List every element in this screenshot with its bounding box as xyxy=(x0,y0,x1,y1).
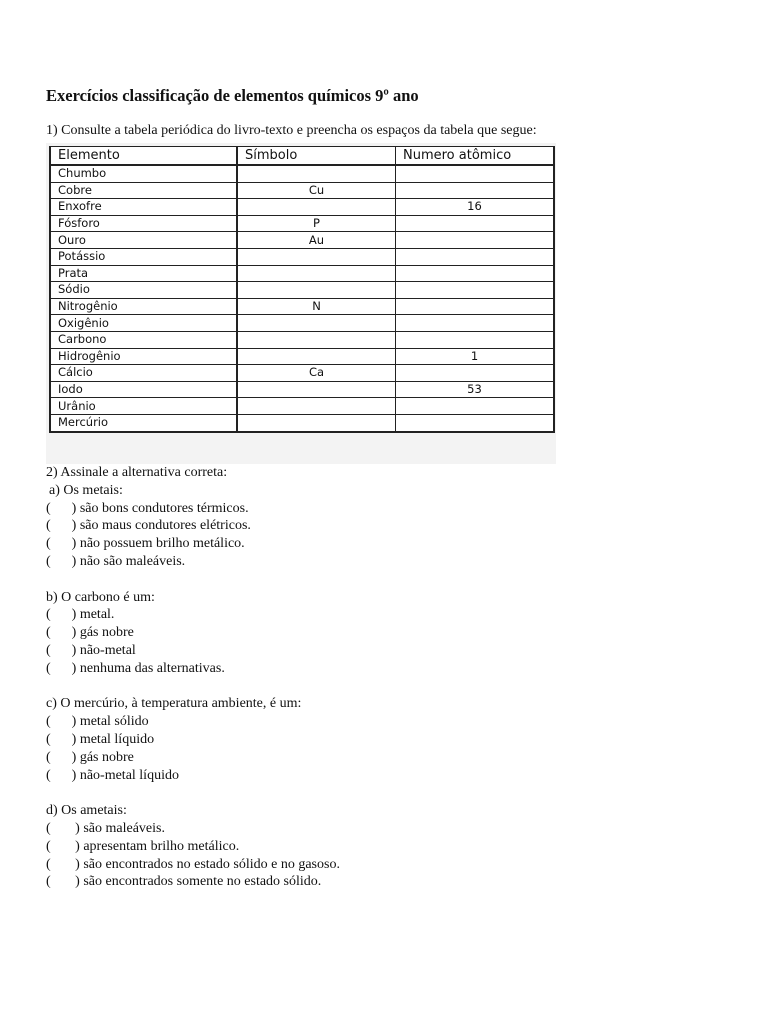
question-2-prompt: 2) Assinale a alternativa correta: xyxy=(46,465,228,480)
cell-atomic-number xyxy=(396,398,555,415)
cell-symbol xyxy=(237,348,396,365)
elements-table xyxy=(49,146,555,433)
document-title: Exercícios classificação de elementos químicos 9º ano xyxy=(46,86,419,105)
cell-element: Hidrogênio xyxy=(50,348,237,365)
question-2b xyxy=(46,589,340,678)
column-header-element: Elemento xyxy=(50,147,237,166)
cell-symbol xyxy=(237,315,396,332)
cell-atomic-number: 53 xyxy=(396,381,555,398)
cell-atomic-number xyxy=(396,232,555,249)
cell-element: Enxofre xyxy=(50,199,237,216)
cell-element: Iodo xyxy=(50,381,237,398)
option-2c-2: ( ) metal líquido xyxy=(46,731,155,747)
cell-symbol: P xyxy=(237,215,396,232)
option-2a-2: ( ) são maus condutores elétricos. xyxy=(46,518,251,534)
column-header-atomic-number: Numero atômico xyxy=(396,147,555,166)
cell-symbol: N xyxy=(237,298,396,315)
cell-element: Chumbo xyxy=(50,165,237,182)
cell-atomic-number xyxy=(396,282,555,299)
table-row xyxy=(50,199,554,216)
cell-element: Fósforo xyxy=(50,215,237,232)
cell-symbol xyxy=(237,282,396,299)
cell-symbol xyxy=(237,331,396,348)
cell-symbol xyxy=(237,265,396,282)
cell-atomic-number xyxy=(396,215,555,232)
cell-symbol: Ca xyxy=(237,365,396,382)
question-2d xyxy=(46,802,340,891)
table-row xyxy=(50,248,554,265)
question-1-text: 1) Consulte a tabela periódica do livro-texto e preencha os espaços da tabela que segue: xyxy=(46,123,537,138)
cell-symbol xyxy=(237,414,396,431)
option-2d-4: ( ) são encontrados somente no estado sólido. xyxy=(46,874,322,890)
question-2b-prompt: b) O carbono é um: xyxy=(46,589,155,605)
cell-symbol: Cu xyxy=(237,182,396,199)
cell-element: Cobre xyxy=(50,182,237,199)
cell-element: Carbono xyxy=(50,331,237,348)
cell-symbol xyxy=(237,248,396,265)
cell-atomic-number xyxy=(396,248,555,265)
question-2c xyxy=(46,695,340,784)
cell-atomic-number xyxy=(396,298,555,315)
question-2c-prompt: c) O mercúrio, à temperatura ambiente, é um: xyxy=(46,696,302,712)
question-2 xyxy=(46,464,340,909)
option-2c-1: ( ) metal sólido xyxy=(46,714,149,730)
cell-atomic-number xyxy=(396,315,555,332)
option-2b-3: ( ) não-metal xyxy=(46,642,136,658)
table-row xyxy=(50,182,554,199)
table-row xyxy=(50,232,554,249)
table-row xyxy=(50,381,554,398)
table-row xyxy=(50,165,554,182)
option-2c-4: ( ) não-metal líquido xyxy=(46,767,179,783)
cell-atomic-number xyxy=(396,331,555,348)
cell-symbol xyxy=(237,165,396,182)
table-row xyxy=(50,398,554,415)
cell-symbol: Au xyxy=(237,232,396,249)
cell-atomic-number xyxy=(396,165,555,182)
cell-symbol xyxy=(237,398,396,415)
table-row xyxy=(50,315,554,332)
cell-element: Oxigênio xyxy=(50,315,237,332)
table-row xyxy=(50,348,554,365)
cell-atomic-number xyxy=(396,365,555,382)
cell-atomic-number: 1 xyxy=(396,348,555,365)
question-2a-prompt: a) Os metais: xyxy=(49,482,123,498)
elements-table-image xyxy=(46,143,556,464)
question-2-intro xyxy=(46,464,340,571)
option-2a-1: ( ) são bons condutores térmicos. xyxy=(46,500,249,516)
cell-element: Prata xyxy=(50,265,237,282)
table-row xyxy=(50,331,554,348)
option-2d-1: ( ) são maleáveis. xyxy=(46,820,165,836)
cell-atomic-number xyxy=(396,182,555,199)
cell-symbol xyxy=(237,381,396,398)
table-row xyxy=(50,414,554,431)
column-header-symbol: Símbolo xyxy=(237,147,396,166)
option-2b-1: ( ) metal. xyxy=(46,607,115,623)
cell-element: Ouro xyxy=(50,232,237,249)
table-row xyxy=(50,365,554,382)
cell-element: Mercúrio xyxy=(50,414,237,431)
cell-element: Nitrogênio xyxy=(50,298,237,315)
option-2b-4: ( ) nenhuma das alternativas. xyxy=(46,660,225,676)
question-2d-prompt: d) Os ametais: xyxy=(46,803,127,819)
cell-element: Potássio xyxy=(50,248,237,265)
cell-atomic-number xyxy=(396,414,555,431)
option-2d-3: ( ) são encontrados no estado sólido e no gasoso. xyxy=(46,856,340,872)
table-header-row xyxy=(50,147,554,166)
table-row xyxy=(50,282,554,299)
cell-element: Urânio xyxy=(50,398,237,415)
option-2a-4: ( ) não são maleáveis. xyxy=(46,553,186,569)
cell-atomic-number xyxy=(396,265,555,282)
option-2b-2: ( ) gás nobre xyxy=(46,625,134,641)
table-row xyxy=(50,265,554,282)
table-row xyxy=(50,215,554,232)
option-2d-2: ( ) apresentam brilho metálico. xyxy=(46,838,240,854)
table-row xyxy=(50,298,554,315)
option-2a-3: ( ) não possuem brilho metálico. xyxy=(46,536,245,552)
cell-element: Cálcio xyxy=(50,365,237,382)
cell-atomic-number: 16 xyxy=(396,199,555,216)
cell-symbol xyxy=(237,199,396,216)
cell-element: Sódio xyxy=(50,282,237,299)
option-2c-3: ( ) gás nobre xyxy=(46,749,134,765)
